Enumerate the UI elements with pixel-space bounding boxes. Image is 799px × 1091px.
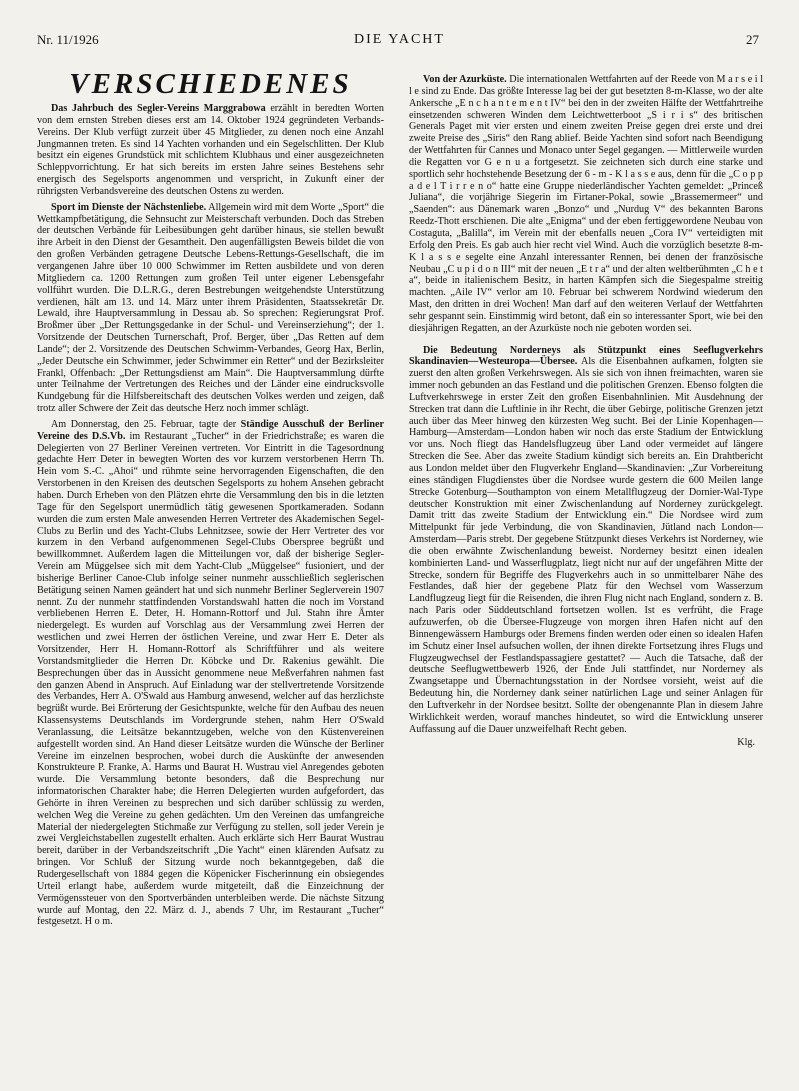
running-header [0,32,799,52]
article-body: Die internationalen Wettfahrten auf der Reede von M a r s e i l l e sind zu Ende. Das größte Interesse lag bei der gut besetzten 8-m-Klasse, wo der alte Ankersche „E n c h a n t e m e n t IV“ bei den in der zweiten Hälfte der Wettfahrtreihe einsetzenden schweren Winden dem Leichtwetterboot „S i r i s“ des britischen Generals Paget mit vier ersten und einem zweiten Preise gegen drei erste und drei zweite Preise des „Siris“ den Rang ablief. Beide Yachten sind sofort nach Beendigung der Wettfahrten für Cannes und Monaco unter Segel gegangen. — Mittlerweile wurden die Regatten vor G e n u a fortgesetzt. Sie zeichneten sich durch eine starke und sportlich sehr hochstehende Besetzung der 6 - m - K l a s s e aus, denn für die „C o p p a d e l T i r r e n o“ hatte eine Gruppe niederländischer Yachten gemeldet: „Princeß Juliana“, die vorjährige Siegerin im Firtaner-Pokal, sowie „Brassemermeer“ und „Saenden“: aus Dänemark waren „Bonzo“ und „Nurdug V“ des bekannten Barons Reedz-Thott erschienen. Die alte „Enigma“ und der eben fertiggewordene Neubau von Costaguta, „Balilla“, im Verein mit der ebenfalls neuen „Cora IV“ verteidigten mit Erfolg den Preis. Es gab auch hier recht viel Wind. Auch die vorzüglich besetzte 8-m-K l a s s e segelte eine Anzahl interessanter Rennen, bei denen der französische Neubau „C u p i d o n III“ mit der neuen „E t r a“ und der alten weltberühmten „C h e t a“, beide in italienischem Besitz, in harten Kämpfen sich die Siegespalme streitig machten. „Aile IV“ verlor am 10. Februar bei schwerem Nordwind wiederum den Mast, den dritten in drei Wochen! Man darf auf den weiteren Verlauf der Wettfahrten sehr gespannt sein. Einstimmig wird betont, daß ein so interessanter Sport, wie bei den diesjährigen Regatten, an der Azurküste noch nie geboten worden sei. [409,74,764,334]
left-column [37,66,384,932]
article-body: erzählt in beredten Worten von dem ernsten Streben dieses erst am 14. Oktober 1924 gegründeten Verbands-Vereins. Der Klub verfügt zurzeit über 45 Mitglieder, zu denen noch eine Anzahl Jungmannen treten. Es sind 14 Yachten vorhanden und ein Segelschlitten. Der Klub besitzt ein eigenes Grundstück mit schlichtem Klubhaus und einer ausgezeichneten Schleppvorrichtung. Er hat sich bereits im ersten Jahre seines Bestehens sehr energisch des Segelsports angenommen und verspricht, in Zukunft einer der rührigsten Verbandsvereine des deutschen Ostens zu werden. [37,103,384,197]
article-signature: Klg. [737,737,755,749]
article-signature: H o m. [84,916,113,928]
article-body: Allgemein wird mit dem Worte „Sport“ die Wettkampfbetätigung, die Sehnsucht zur Meisterschaft verbunden. Doch das Streben der deutschen Verbände für Leibesübungen geht darüber hinaus, sie stellen bewußt ihre Arbeit in den Dienst der Gesamtheit. Den augenfälligsten Beweis bildet die von den großen Verbänden getragene Deutsche Lebens-Rettungs-Gesellschaft, die im vergangenen Jahre über 10 000 Schwimmer im Retten ausbildete und von deren Mitgliedern ca. 1200 Rettungen zum großen Teil unter eigener Lebensgefahr vollführt wurden. Die D.L.R.G., deren Bestrebungen weitgehendste Unterstützung verdienen, hält am 13. und 14. März unter ihrem Präsidenten, Staatssekretär Dr. Lewald, ihre Hauptversammlung in Dessau ab. So sprechen: Regierungsrat Prof. Broßmer über „Der Rettungsgedanke in der Schul- und Vereinserziehung“; der 1. Vorsitzende der Deutschen Turnerschaft, Prof. Berger, über „Das Retten auf dem Lande“; der 2. Vorsitzende des Deutschen Schwimm-Verbandes, Georg Hax, Berlin, „Jeder Deutsche ein Schwimmer, jeder Schwimmer ein Retter“ und der Bezirksleiter Frankl, Offenbach: „Der Rettungsdienst am Main“. Die Hauptversammlung dürfte unter Teilnahme der Vertretungen des Reiches und der Länder eine eindrucksvolle Kundgebung für die Hilfsbereitschaft des deutschen Volkes werden und zeigen, daß trotz aller Schwere der Zeit das deutsche Herz noch immer schlägt. [37,201,384,415]
page-number: 27 [746,32,759,47]
article-body: Als die Eisenbahnen aufkamen, folgten sie zuerst den alten großen Verkehrswegen. Als sie sich von ihnen freimachten, waren sie immer noch gebunden an das Festland und die politischen Grenzen. Ebenso folgten die Luftverkehrswege in erster Zeit den großen Eisenbahnlinien. Mit Ausdehnung der Strecken trat dann die Luftlinie in ihr Recht, die über Gebirge, politische Grenzen jetzt auch über das Meer hinweg den kürzesten Weg sucht. Bei der Linie Kopenhagen—Hamburg—Amsterdam—London haben wir noch das erste Stadium der Entwicklung vor uns. Noch fliegt das Handelsflugzeug über Land oder vermeidet auf längere Strecken die See. Aber das zweite Stadium kündigt sich bereits an. Ein Drahtbericht aus London meldet über den Flugverkehr England—Skandinavien: „Zur Vorbereitung eines ständigen Flugdienstes über die Nordsee wurde gestern die 600 Meilen lange Strecke Gotenburg—Southampton von einem Metallflugzeug der Dornier-Wal-Type deutscher Konstruktion mit einer Zwischenlandung auf Norderney zurückgelegt. Damit tritt das zweite Stadium der Entwicklung ein.“ Die Nordsee wird zum Mittelpunkt für jede Verbindung, die von Skandinavien, Jütland nach London—Amsterdam—Paris strebt. Der gegebene Stützpunkt dieses Verkehrs ist Norderney, wie die oben erwähnte Zwischenlandung beweist. Norderney besitzt einen idealen kombinierten Land- und Wasserflugplatz, liegt nicht nur auf der ungefähren Mitte der Strecke, sondern für Begriffe des Flugverkehrs auch in so unmittelbarer Nähe des Festlandes, daß hier der gegebene Platz für den Wechsel vom Wasserzum Landflugzeug liegt für die Reisenden, die ihren Flug nicht nach England, sondern z. B. nach Paris oder Süddeutschland fortsetzen wollen. Ist es verfrüht, die Frage aufzuwerfen, ob die Übersee-Flugzeuge von morgen ihren Hafen nicht auf den Binnengewässern Hamburgs oder Bremens finden werden oder einen so idealen Hafen im Schutz einer Insel aufsuchen wollen, der ihnen direkte Fortsetzung ihres Flugs und Flugzeugwechsel der Festlandspassagiere gestattet? — Auch die Tatsache, daß der deutsche Seeflugwettbewerb 1926, der Ende Juli stattfindet, nur Norderney als Zwangsetappe und Übernachtungsstation in der Nordsee vorsieht, weist auf die Bedeutung hin, die Norderney dank seiner natürlichen Lage und seiner Anlagen für den Luftverkehr in der Nordsee besitzt. Sollte der obengenannte Plan in diesem Jahre Wirklichkeit werden, worauf manches hindeutet, so wird die Entwicklung unserer Auffassung auf die Dauer unzweifelhaft Recht geben. [409,356,763,735]
article-lead: Sport im Dienste der Nächstenliebe. [51,201,207,213]
right-column [409,64,763,749]
article-lead: Von der Azurküste. [423,74,507,85]
article-azurkueste [409,74,763,335]
article-norderney [409,345,763,736]
article-ausschuss [37,419,384,928]
issue-number: Nr. 11/1926 [37,32,99,47]
article-lead: Ständige Ausschuß der Berliner Vereine des D.S.Vb. [37,418,384,442]
journal-title: DIE YACHT [354,32,445,47]
article-sport [37,202,384,415]
article-body: im Restaurant „Tucher“ in der Friedrichstraße; es waren die Delegierten von 27 Berliner Vereinen vertreten. Vor Eintritt in die Tagesordnung gedachte Herr Deter in bewegten Worten des vor kurzem verstorbenen Herrn Th. Hein vom S.-C. „Ahoi“ und rühmte seine hervorragenden Eigenschaften, die den Verstorbenen in den Kreisen des deutschen Segelsports zu hohem Ansehen gebracht haben. Durch Erheben von den Plätzen ehrte die Versammlung den bis in die letzten Tage für den Segelsport unermüdlich tätig gewesenen Sportkameraden. Sodann wurden die zum ersten Male anwesenden Herren Vertreter des Akademischen Segel-Clubs zu Berlin und des Yacht-Clubs Lehnitzsee, sowie der Herr Vertreter des vor kurzem in den Verband aufgenommenen Segel-Clubs Oberspree begrüßt und bewillkommnet. Außerdem lagen die Mitteilungen vor, daß der bisherige Segler-Verein am Müggelsee sich mit dem Yacht-Club „Müggelsee“ fusioniert, und der bisherige Berliner Canoe-Club infolge seiner nunmehr ausschließlich seglerischen Betätigung seinen Namen geändert hat und sich nunmehr Berliner Seglerverein 1907 nennt. Zu der nunmehr stattfindenden Vorstandswahl hatten die noch im Vorstand verbliebenen Herren E. Deter, H. Homann-Rottorf und Jul. Stahn ihre Ämter niedergelegt. Es wurden auf Vorschlag aus der Versammlung zwei Herren der westlichen und zwei Herren der östlichen Vereine, und zwar Herr E. Deter als Vorsitzender, Herr H. Homann-Rottorf als Schriftführer und als weitere Vorstandsmitglieder die Herren Dr. Köbcke und Dr. Rakenius gewählt. Die Besprechungen über das in Aussicht genommene neue Meßverfahren nahmen fast den ganzen Abend in Anspruch. Auf Einladung war der stellvertretende Vorsitzende des Verbandes, Herr A. O'Swald aus Hamburg anwesend, welcher auf das herzlichste begrüßt wurde. Bei Erörterung der Gesichtspunkte, welche für den Aufbau des neuen Klassensystems Deutschlands im Vordergrunde stehen, nahm Herr O'Swald Veranlassung, die Leitsätze bekanntzugeben, welche von den Küstenvereinen aufgestellt worden sind. An Hand dieser Leitsätze wurden die Wünsche der Berliner Vereine im einzelnen besprochen, wobei durch die Auskünfte der anwesenden Konstrukteure P. Franke, A. Harms und Baurat H. Wustrau viel Anregendes geboten wurde. Die Versammlung betonte besonders, daß die Besprechung nur informatorischen Charakter habe; die Herren Delegierten wurden aufgefordert, das Gehörte in ihren Vereinen zu besprechen und sich darüber schlüssig zu werden, welchen Weg die Vereine zu gehen gedächten. Um den Vereinen das umfangreiche Material der niedergelegten Stichmaße zur Verfügung zu stellen, soll jeder Verein je zwei Vergleichstabellen zugestellt erhalten. Auch erklärte sich Herr Baurat Wustrau bereit, darüber in der Verbandszeitschrift „Die Yacht“ einen klärenden Aufsatz zu bringen. Vor Schluß der Sitzung wurde noch bekanntgegeben, daß die Rudergesellschaft von 1884 gegen die Köpenicker Fischerinnung ein obsiegendes Urteil erlangt habe, außerdem wurde mitgeteilt, daß die Einzeichnung der Vermögenssteuer von den Sportverbänden unterbleiben werde. Die nächste Sitzung wurde auf Montag, den 22. März d. J., abends 7 Uhr, im Restaurant „Tucher“ festgesetzt. [37,430,385,928]
article-lead: Das Jahrbuch des Segler-Vereins Marggrabowa [51,103,266,114]
article-lead: Die Bedeutung Norderneys als Stützpunkt eines Seeflugverkehrs Skandinavien—Westeuropa—Übersee. [409,344,763,368]
section-title: VERSCHIEDENES [69,68,352,100]
article-jahrbuch [37,103,384,198]
article-intro: Am Donnerstag, den 25. Februar, tagte der [51,418,241,430]
